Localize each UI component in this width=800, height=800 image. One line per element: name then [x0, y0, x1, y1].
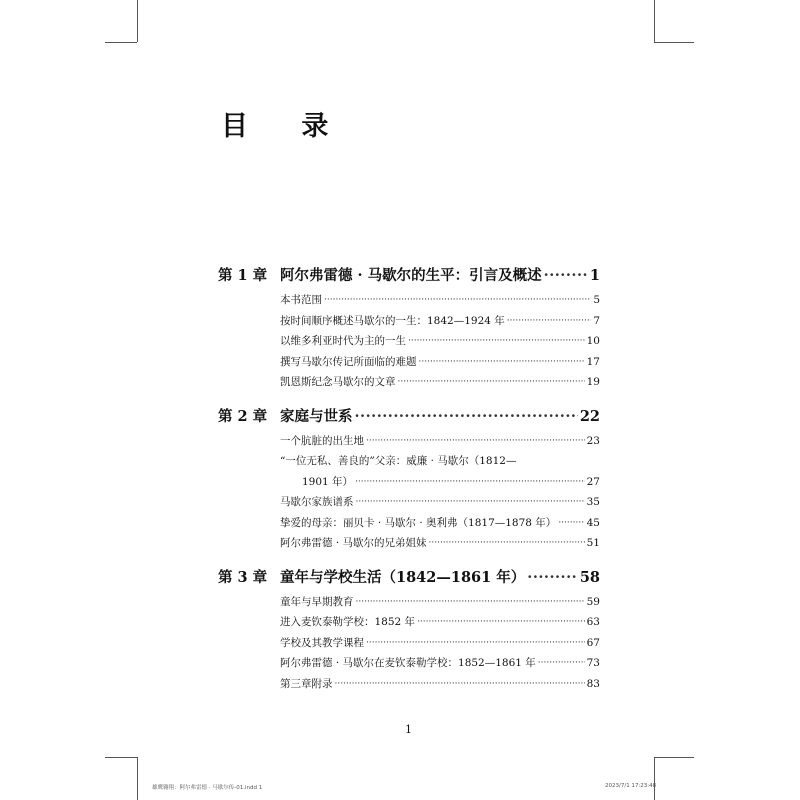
page-title: 目 录	[221, 111, 351, 142]
entry-title: 1901 年）	[302, 475, 354, 488]
entry-page: 63	[586, 616, 600, 628]
chapter-row[interactable]	[218, 403, 600, 431]
crop-mark	[105, 757, 137, 758]
leader-dots	[398, 372, 585, 393]
chapter-number: 第 3 章	[218, 568, 268, 586]
entry-title: 凯恩斯纪念马歇尔的文章	[280, 376, 396, 388]
toc-entry[interactable]	[280, 533, 600, 554]
toc-entry[interactable]	[280, 331, 600, 352]
leader-dots	[355, 403, 578, 431]
toc-entry-continuation[interactable]	[302, 472, 600, 493]
entry-page: 23	[586, 434, 600, 447]
table-of-contents	[218, 262, 600, 694]
leader-dots	[544, 262, 588, 290]
leader-dots	[527, 564, 578, 592]
crop-mark	[137, 0, 138, 42]
leader-dots	[355, 472, 585, 493]
print-slug-timestamp: 2023/7/1 17:23:48	[605, 783, 657, 789]
entry-title: 进入麦钦泰勒学校：1852 年	[280, 616, 416, 628]
toc-entry[interactable]	[280, 674, 600, 695]
entry-page: 19	[586, 376, 600, 388]
leader-dots	[335, 674, 585, 695]
leader-dots	[538, 653, 585, 674]
entry-page: 10	[586, 335, 600, 347]
toc-entry[interactable]	[280, 592, 600, 613]
toc-entry[interactable]	[280, 451, 600, 472]
entry-page: 35	[586, 496, 600, 508]
entry-title: 挚爱的母亲：丽贝卡 · 马歇尔 · 奥利弗（1817—1878 年）	[280, 516, 557, 529]
entry-title: 本书范围	[280, 294, 322, 306]
toc-entry[interactable]	[280, 633, 600, 654]
entry-title: 以维多利亚时代为主的一生	[280, 335, 406, 347]
entry-page: 5	[593, 294, 600, 306]
entry-title: 第三章附录	[280, 677, 333, 690]
chapter-row[interactable]	[218, 262, 600, 290]
entry-page: 73	[586, 657, 600, 669]
entry-page: 45	[586, 516, 600, 529]
entry-page: 67	[586, 636, 600, 649]
crop-mark	[654, 42, 694, 43]
chapter-title: 阿尔弗雷德 · 马歇尔的生平：引言及概述	[280, 267, 542, 284]
entry-page: 27	[586, 475, 600, 488]
leader-dots	[356, 592, 585, 613]
toc-entry[interactable]	[280, 290, 600, 311]
entry-title: 阿尔弗雷德 · 马歇尔的兄弟姐妹	[280, 537, 427, 549]
entry-page: 51	[586, 537, 600, 549]
print-slug-filename: 雄鹰翱翔：阿尔弗雷德 · 马歇尔传-01.indd 1	[152, 785, 263, 791]
leader-dots	[366, 431, 585, 452]
chapter-row[interactable]	[218, 564, 600, 592]
chapter-page: 1	[589, 267, 600, 284]
crop-mark	[137, 757, 138, 800]
leader-dots	[429, 533, 585, 554]
page-number: 1	[405, 723, 412, 736]
entry-title: 按时间顺序概述马歇尔的一生：1842—1924 年	[280, 314, 505, 327]
leader-dots	[417, 612, 585, 633]
leader-dots	[419, 352, 585, 373]
chapter-page: 58	[579, 568, 600, 586]
entry-title: 阿尔弗雷德 · 马歇尔在麦钦泰勒学校：1852—1861 年	[280, 657, 536, 669]
toc-entry[interactable]	[280, 612, 600, 633]
toc-entry[interactable]	[280, 372, 600, 393]
entry-page: 59	[586, 595, 600, 608]
leader-dots	[324, 290, 591, 311]
leader-dots	[558, 513, 584, 534]
crop-mark	[654, 757, 655, 800]
entry-page: 7	[593, 314, 600, 327]
entry-title: 一个肮脏的出生地	[280, 434, 364, 447]
entry-title: 马歇尔家族谱系	[280, 496, 354, 508]
entry-title: 学校及其教学课程	[280, 636, 364, 649]
entry-title: 童年与早期教育	[280, 595, 354, 608]
crop-mark	[654, 757, 694, 758]
leader-dots	[366, 633, 585, 654]
chapter-page: 22	[579, 407, 600, 425]
chapter-title: 家庭与世系	[280, 407, 353, 425]
entry-title: 撰写马歇尔传记所面临的难题	[280, 355, 417, 368]
chapter-number: 第 1 章	[218, 267, 268, 284]
leader-dots	[507, 311, 592, 332]
chapter-title: 童年与学校生活（1842—1861 年）	[280, 568, 526, 586]
toc-entry[interactable]	[280, 653, 600, 674]
chapter-number: 第 2 章	[218, 407, 268, 425]
toc-entry[interactable]	[280, 431, 600, 452]
toc-entry[interactable]	[280, 352, 600, 373]
leader-dots	[356, 492, 585, 513]
leader-dots	[408, 331, 585, 352]
toc-entry[interactable]	[280, 311, 600, 332]
toc-entry[interactable]	[280, 492, 600, 513]
entry-page: 17	[586, 355, 600, 368]
crop-mark	[654, 0, 655, 42]
entry-title: “一位无私、善良的”父亲：威廉 · 马歇尔（1812—	[280, 455, 517, 467]
entry-page: 83	[586, 677, 600, 690]
toc-entry[interactable]	[280, 513, 600, 534]
crop-mark	[105, 42, 137, 43]
